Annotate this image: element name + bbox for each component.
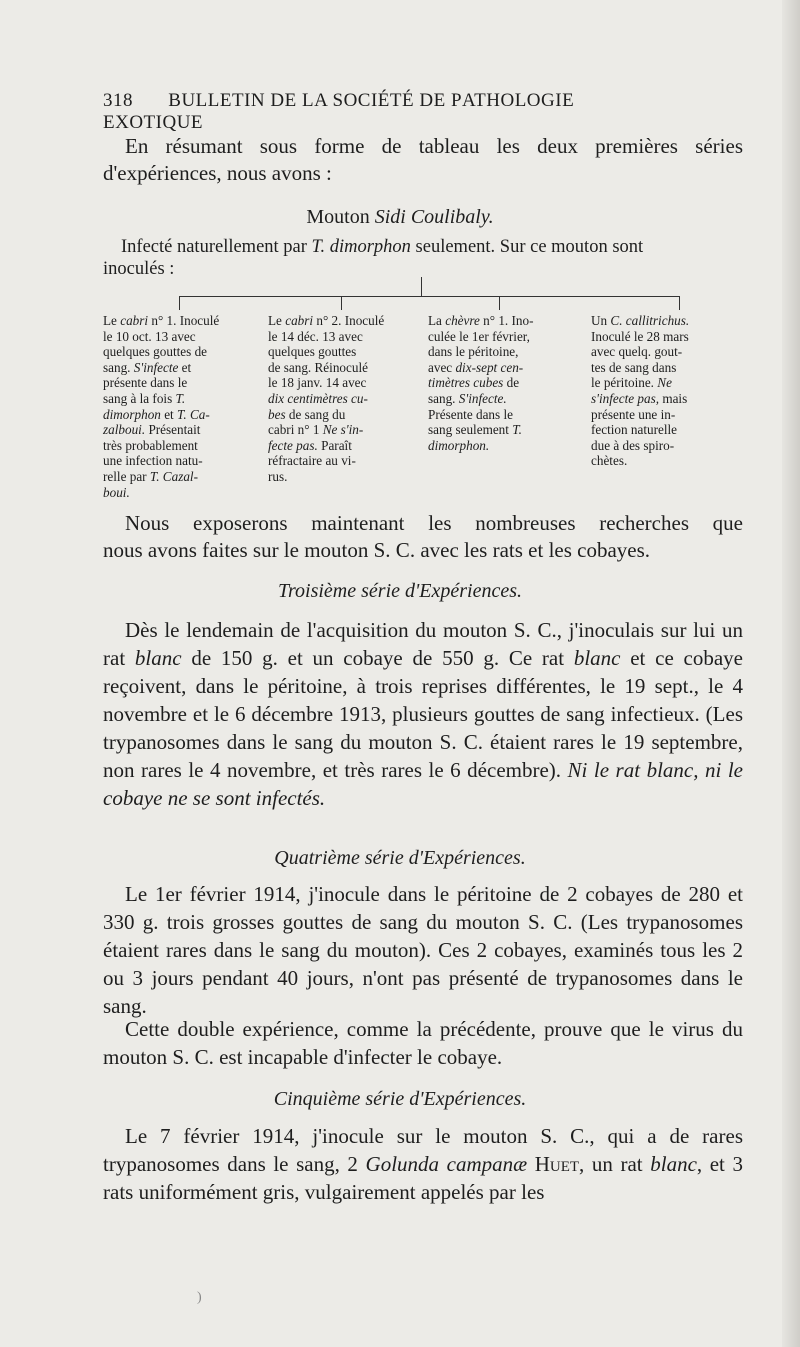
table-cell-line: sang seulement T.: [428, 422, 522, 438]
table-cell-line: dans le péritoine,: [428, 344, 519, 360]
table-cell-line: le 10 oct. 13 avec: [103, 328, 196, 344]
paragraph-quatrieme-2: Cette double expérience, comme la précédente, prouve que le virus du mouton S. C. est incapable d'infecter le cobaye.: [103, 1017, 743, 1069]
table-cell-line: présente une in-: [591, 406, 676, 422]
table-cell-line: réfractaire au vi-: [268, 453, 356, 469]
table-cell-line: Inoculé le 28 mars: [591, 328, 689, 344]
table-cell-line: quelques gouttes: [268, 344, 357, 360]
table-cell-line: le 14 déc. 13 avec: [268, 328, 363, 344]
table-cell-line: culée le 1er février,: [428, 328, 530, 344]
table-cell-line: Le cabri n° 2. Inoculé: [268, 313, 385, 328]
table-cell-line: Le cabri n° 1. Inoculé: [103, 313, 220, 328]
table-cell-line: quelques gouttes de: [103, 344, 208, 360]
recherches-paragraph: Nous exposerons maintenant les nombreuses recherches que nous avons faites sur le mouton S. C. avec les rats et les cobayes.: [103, 511, 743, 562]
table-cell-line: zalboui. Présentait: [103, 422, 201, 438]
table-cell-line: très probablement: [103, 437, 198, 453]
table-cell-line: le 18 janv. 14 avec: [268, 375, 367, 391]
table-cell-line: due à des spiro-: [591, 437, 675, 453]
section-title-troisieme: Troisième série d'Expériences.: [277, 580, 523, 602]
table-column-cabri-1: [103, 313, 261, 500]
table-cell-line: dimorphon et T. Ca-: [103, 406, 210, 422]
table-column-callitrichus: [591, 313, 757, 469]
paragraph-troisieme: Dès le lendemain de l'acquisition du mouton S. C., j'inoculais sur lui un rat blanc de 150 g. et un cobaye de 550 g. Ce rat blanc et ce cobaye reçoivent, dans le péritoine, à trois reprises différentes, le 19 sept., le 4 novembre et le 6 décembre 1913, plusieurs gouttes de sang infectieux. (Les trypanosomes dans le sang du mouton S. C. étaient rares le 19 septembre, non rares le 4 novembre, et très rares le 6 décembre). Ni le rat blanc, ni le cobaye ne se sont infectés.: [103, 618, 743, 810]
stray-mark: ): [197, 1290, 202, 1305]
page-number: 318: [103, 90, 133, 111]
mouton-title: Mouton Sidi Coulibaly.: [306, 206, 494, 228]
table-column-chevre-1: [428, 313, 584, 453]
running-header: [103, 90, 663, 134]
table-cell-line: fecte pas. Paraît: [268, 437, 352, 453]
table-cell-line: s'infecte pas, mais: [591, 390, 688, 406]
table-branch: [341, 296, 342, 310]
table-cell-line: bes de sang du: [268, 406, 346, 422]
table-cell-line: le péritoine. Ne: [591, 375, 672, 391]
table-branch: [679, 296, 680, 310]
paragraph-cinquieme: Le 7 février 1914, j'inocule sur le mouton S. C., qui a de rares trypanosomes dans le sang, 2 Golunda campanæ Huet, un rat blanc, et 3 rats uniformément gris, vulgairement appelés par les: [103, 1124, 743, 1204]
table-cell-line: dix centimètres cu-: [268, 390, 368, 406]
table-cell-line: chètes.: [591, 453, 628, 469]
table-cell-line: tes de sang dans: [591, 359, 677, 375]
table-cell-line: avec dix-sept cen-: [428, 359, 524, 375]
table-column-cabri-2: [268, 313, 420, 485]
table-cell-line: présente dans le: [103, 375, 188, 391]
table-cell-line: timètres cubes de: [428, 375, 520, 391]
table-cell-line: sang à la fois T.: [103, 390, 186, 406]
table-cell-line: cabri n° 1 Ne s'in-: [268, 422, 364, 438]
table-cell-line: sang. S'infecte.: [428, 390, 507, 406]
infected-note: Infecté naturellement par T. dimorphon seulement. Sur ce mouton sont inoculés :: [103, 237, 644, 279]
table-cell-line: dimorphon.: [428, 437, 490, 453]
table-cell-line: fection naturelle: [591, 422, 678, 438]
table-stem: [421, 277, 422, 296]
table-cell-line: relle par T. Cazal-: [103, 468, 198, 484]
table-cell-line: Présente dans le: [428, 406, 513, 422]
table-cell-line: La chèvre n° 1. Ino-: [428, 313, 534, 328]
table-cell-line: sang. S'infecte et: [103, 359, 192, 375]
paragraph-quatrieme-1: Le 1er février 1914, j'inocule dans le péritoine de 2 cobayes de 280 et 330 g. trois grosses gouttes de sang du mouton S. C. (Les trypanosomes étaient rares dans le sang du mouton). Ces 2 cobayes, examinés tous les 2 ou 3 jours pendant 40 jours, n'ont pas présenté de trypanosomes dans le sang.: [103, 882, 743, 1018]
table-cell-line: de sang. Réinoculé: [268, 359, 368, 375]
journal-title: BULLETIN DE LA SOCIÉTÉ DE PATHOLOGIE EXOTIQUE: [103, 90, 575, 133]
intro-paragraph: En résumant sous forme de tableau les deux premières séries d'expériences, nous avons :: [103, 134, 743, 185]
table-cell-line: rus.: [268, 468, 288, 484]
table-cell-line: boui.: [103, 484, 130, 500]
table-cell-line: Un C. callitrichus.: [591, 313, 690, 328]
table-cell-line: une infection natu-: [103, 453, 203, 469]
table-rule: [179, 296, 679, 297]
section-title-cinquieme: Cinquième série d'Expériences.: [273, 1088, 527, 1110]
table-cell-line: avec quelq. gout-: [591, 344, 683, 360]
page-edge: [782, 0, 800, 1347]
section-title-quatrieme: Quatrième série d'Expériences.: [274, 847, 526, 869]
table-branch: [179, 296, 180, 310]
table-branch: [499, 296, 500, 310]
